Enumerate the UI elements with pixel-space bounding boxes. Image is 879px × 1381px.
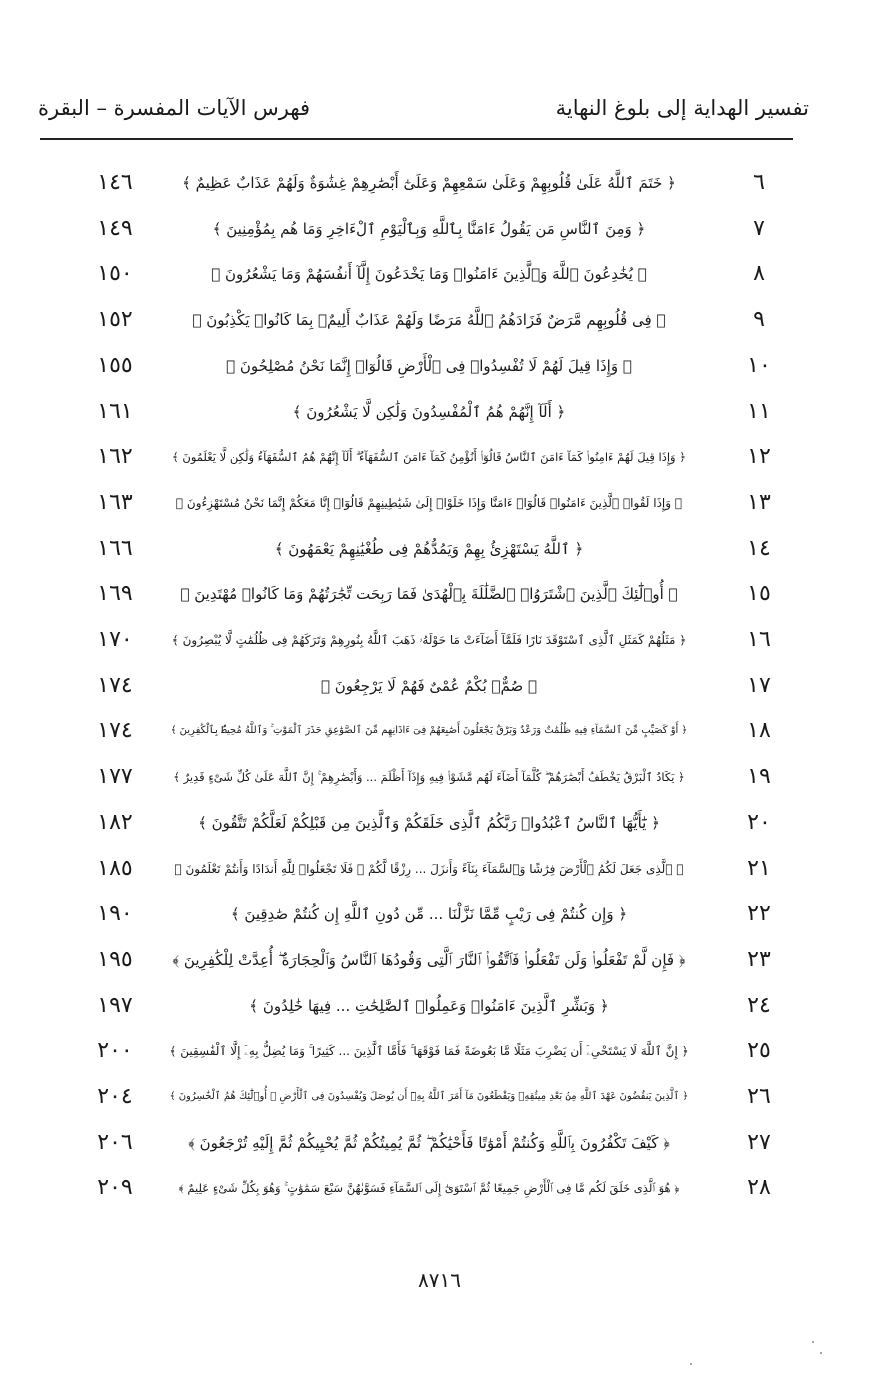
- speck: [820, 1352, 822, 1354]
- verse-text: ﴿ يَكَادُ ٱلْبَرْقُ يَخْطَفُ أَبْصَٰرَهُمْ ۖ كُلَّمَآ أَضَآءَ لَهُم مَّشَوْا۟ فِيهِ وَإِذَآ أَظْلَمَ ... وَأَبْصَٰرِهِمْ ۚ إِنَّ ٱللَّهَ عَلَىٰ كُلِّ شَىْءٍ قَدِيرٌ ﴾: [173, 770, 685, 784]
- page-reference: ١٨٢: [97, 810, 133, 835]
- verse-number: ١٥: [747, 581, 771, 606]
- book-title: تفسير الهداية إلى بلوغ النهاية: [555, 96, 809, 120]
- table-row: [0, 1120, 879, 1166]
- table-row: [0, 983, 879, 1029]
- page-reference: ١٧٠: [97, 627, 133, 652]
- verse-text: ﴿ هُوَ ٱلَّذِى خَلَقَ لَكُم مَّا فِى ٱلْأَرْضِ جَمِيعًا ثُمَّ ٱسْتَوَىٰٓ إِلَى ٱلسَّمَآءِ فَسَوَّىٰهُنَّ سَبْعَ سَمَٰوَٰتٍ ۚ وَهُوَ بِكُلِّ شَىْءٍ عَلِيمٌ ﴾: [178, 1181, 680, 1195]
- verse-number: ٢٨: [747, 1175, 771, 1200]
- page-reference: ١٦١: [97, 399, 133, 424]
- verse-number: ٢٠: [747, 810, 771, 835]
- page-reference: ١٩٠: [97, 901, 133, 926]
- verse-number: ٢٦: [747, 1084, 771, 1109]
- page-reference: ٢٠٩: [97, 1175, 133, 1200]
- page-reference: ١٩٥: [97, 947, 133, 972]
- page-number: ٨٧١٦: [418, 1268, 461, 1292]
- page-reference: ٢٠٦: [97, 1130, 133, 1155]
- verse-text: ﴿ فَإِن لَّمْ تَفْعَلُوا۟ وَلَن تَفْعَلُوا۟ فَٱتَّقُوا۟ ٱلنَّارَ ٱلَّتِى وَقُودُهَا ٱلنَّاسُ وَٱلْحِجَارَةُ ۖ أُعِدَّتْ لِلْكَٰفِرِينَ ﴾: [172, 951, 686, 969]
- table-row: [0, 206, 879, 252]
- verse-number: ٢٣: [747, 947, 771, 972]
- verse-text: ﴿ صُمٌّۢ بُكْمٌ عُمْىٌ فَهُمْ لَا يَرْجِعُونَ ﴾: [320, 677, 537, 695]
- verse-number: ٦: [753, 170, 765, 195]
- table-row: [0, 891, 879, 937]
- verse-number: ١٣: [747, 490, 771, 515]
- page-reference: ١٧٧: [97, 764, 133, 789]
- verse-text: ﴿ أُو۟لَٰٓئِكَ ٱلَّذِينَ ٱشْتَرَوُا۟ ٱلضَّلَٰلَةَ بِٱلْهُدَىٰ فَمَا رَبِحَت تِّجَٰرَتُهُمْ وَمَا كَانُوا۟ مُهْتَدِينَ ﴾: [180, 585, 678, 603]
- table-row: [0, 708, 879, 754]
- verse-text: ﴿ ٱللَّهُ يَسْتَهْزِئُ بِهِمْ وَيَمُدُّهُمْ فِى طُغْيَٰنِهِمْ يَعْمَهُونَ ﴾: [274, 540, 584, 558]
- verse-number: ١٢: [747, 444, 771, 469]
- verse-text: ﴿ ٱلَّذِينَ يَنقُضُونَ عَهْدَ ٱللَّهِ مِنۢ بَعْدِ مِيثَٰقِهِۦ وَيَقْطَعُونَ مَآ أَمَرَ ٱللَّهُ بِهِۦٓ أَن يُوصَلَ وَيُفْسِدُونَ فِى ٱلْأَرْضِ ۚ أُو۟لَٰٓئِكَ هُمُ ٱلْخَٰسِرُونَ ﴾: [169, 1091, 689, 1102]
- page-reference: ١٩٧: [97, 993, 133, 1018]
- verse-text: ﴿ كَيْفَ تَكْفُرُونَ بِٱللَّهِ وَكُنتُمْ أَمْوَٰتًا فَأَحْيَٰكُمْ ۖ ثُمَّ يُمِيتُكُمْ ثُمَّ يُحْيِيكُمْ ثُمَّ إِلَيْهِ تُرْجَعُونَ ﴾: [188, 1134, 670, 1152]
- verse-number: ٢٧: [747, 1130, 771, 1155]
- verse-number: ١١: [747, 399, 771, 424]
- table-row: [0, 571, 879, 617]
- table-row: [0, 617, 879, 663]
- verse-text: ﴿ وَمِنَ ٱلنَّاسِ مَن يَقُولُ ءَامَنَّا بِٱللَّهِ وَبِٱلْيَوْمِ ٱلْءَاخِرِ وَمَا هُم بِمُؤْمِنِينَ ﴾: [212, 220, 646, 238]
- section-title: فهرس الآيات المفسرة – البقرة: [38, 96, 311, 120]
- table-row: [0, 1028, 879, 1074]
- page-reference: ١٦٦: [97, 536, 133, 561]
- verse-text: ﴿ ٱلَّذِى جَعَلَ لَكُمُ ٱلْأَرْضَ فِرَٰشًا وَٱلسَّمَآءَ بِنَآءً وَأَنزَلَ ... رِزْقًا لَّكُمْ ۖ فَلَا تَجْعَلُوا۟ لِلَّهِ أَندَادًا وَأَنتُمْ تَعْلَمُونَ ﴾: [174, 862, 684, 876]
- table-row: [0, 800, 879, 846]
- verse-number: ١٩: [747, 764, 771, 789]
- verse-text: ﴿ يُخَٰدِعُونَ ٱللَّهَ وَٱلَّذِينَ ءَامَنُوا۟ وَمَا يَخْدَعُونَ إِلَّآ أَنفُسَهُمْ وَمَا يَشْعُرُونَ ﴾: [211, 265, 647, 283]
- table-row: [0, 297, 879, 343]
- verse-text: ﴿ وَإِذَا قِيلَ لَهُمْ ءَامِنُوا۟ كَمَآ ءَامَنَ ٱلنَّاسُ قَالُوٓا۟ أَنُؤْمِنُ كَمَآ ءَامَنَ ٱلسُّفَهَآءُ ۗ أَلَآ إِنَّهُمْ هُمُ ٱلسُّفَهَآءُ وَلَٰكِن لَّا يَعْلَمُونَ ﴾: [172, 450, 686, 464]
- verse-number: ٨: [753, 261, 765, 286]
- verse-text: ﴿ خَتَمَ ٱللَّهُ عَلَىٰ قُلُوبِهِمْ وَعَلَىٰ سَمْعِهِمْ وَعَلَىٰٓ أَبْصَٰرِهِمْ غِشَٰوَةٌ وَلَهُمْ عَذَابٌ عَظِيمٌ ﴾: [182, 174, 676, 192]
- verse-text: ﴿ أَلَآ إِنَّهُمْ هُمُ ٱلْمُفْسِدُونَ وَلَٰكِن لَّا يَشْعُرُونَ ﴾: [292, 403, 566, 421]
- verse-text: ﴿ مَثَلُهُمْ كَمَثَلِ ٱلَّذِى ٱسْتَوْقَدَ نَارًا فَلَمَّآ أَضَآءَتْ مَا حَوْلَهُۥ ذَهَبَ ٱللَّهُ بِنُورِهِمْ وَتَرَكَهُمْ فِى ظُلُمَٰتٍ لَّا يُبْصِرُونَ ﴾: [171, 633, 687, 647]
- verse-text: ﴿ إِنَّ ٱللَّهَ لَا يَسْتَحْىِۦٓ أَن يَضْرِبَ مَثَلًا مَّا بَعُوضَةً فَمَا فَوْقَهَا ۚ فَأَمَّا ٱلَّذِينَ ... كَثِيرًا ۚ وَمَا يُضِلُّ بِهِۦٓ إِلَّا ٱلْفَٰسِقِينَ ﴾: [169, 1044, 689, 1058]
- verse-number: ١٦: [747, 627, 771, 652]
- table-row: [0, 480, 879, 526]
- table-row: [0, 937, 879, 983]
- table-row: [0, 389, 879, 435]
- verse-number: ٢٥: [747, 1038, 771, 1063]
- page-reference: ١٦٢: [97, 444, 133, 469]
- verse-text: ﴿ وَإِذَا قِيلَ لَهُمْ لَا تُفْسِدُوا۟ فِى ٱلْأَرْضِ قَالُوٓا۟ إِنَّمَا نَحْنُ مُصْلِحُونَ ﴾: [226, 357, 632, 375]
- page-reference: ١٦٣: [97, 490, 133, 515]
- verse-text: ﴿ يَٰٓأَيُّهَا ٱلنَّاسُ ٱعْبُدُوا۟ رَبَّكُمُ ٱلَّذِى خَلَقَكُمْ وَٱلَّذِينَ مِن قَبْلِكُمْ لَعَلَّكُمْ تَتَّقُونَ ﴾: [198, 814, 660, 832]
- verse-number: ٢٢: [747, 901, 771, 926]
- table-row: [0, 526, 879, 572]
- table-row: [0, 434, 879, 480]
- table-row: [0, 663, 879, 709]
- table-row: [0, 846, 879, 892]
- verse-number: ٩: [753, 307, 765, 332]
- page-reference: ١٥٠: [97, 261, 133, 286]
- page-reference: ١٧٤: [97, 718, 133, 743]
- table-row: [0, 1074, 879, 1120]
- table-row: [0, 1165, 879, 1211]
- page-reference: ٢٠٤: [97, 1084, 133, 1109]
- verse-text: ﴿ وَإِذَا لَقُوا۟ ٱلَّذِينَ ءَامَنُوا۟ قَالُوٓا۟ ءَامَنَّا وَإِذَا خَلَوْا۟ إِلَىٰ شَيَٰطِينِهِمْ قَالُوٓا۟ إِنَّا مَعَكُمْ إِنَّمَا نَحْنُ مُسْتَهْزِءُونَ ﴾: [175, 496, 683, 510]
- table-row: [0, 251, 879, 297]
- table-row: [0, 343, 879, 389]
- verse-text: ﴿ وَبَشِّرِ ٱلَّذِينَ ءَامَنُوا۟ وَعَمِلُوا۟ ٱلصَّٰلِحَٰتِ ... فِيهَا خَٰلِدُونَ ﴾: [249, 997, 609, 1015]
- verse-number: ١٤: [747, 536, 771, 561]
- verse-number: ١٨: [747, 718, 771, 743]
- page-reference: ١٦٩: [97, 581, 133, 606]
- table-row: [0, 160, 879, 206]
- speck: [690, 1363, 692, 1365]
- page-reference: ١٤٩: [97, 216, 133, 241]
- header-rule: [40, 138, 793, 140]
- page-reference: ٢٠٠: [97, 1038, 133, 1063]
- table-row: [0, 754, 879, 800]
- page-reference: ١٥٥: [97, 353, 133, 378]
- verse-text: ﴿ وَإِن كُنتُمْ فِى رَيْبٍ مِّمَّا نَزَّلْنَا ... مِّن دُونِ ٱللَّهِ إِن كُنتُمْ صَٰدِقِينَ ﴾: [230, 905, 628, 923]
- page-reference: ١٧٤: [97, 673, 133, 698]
- page-reference: ١٤٦: [97, 170, 133, 195]
- verse-number: ٧: [753, 216, 765, 241]
- verse-text: ﴿ فِى قُلُوبِهِم مَّرَضٌ فَزَادَهُمُ ٱللَّهُ مَرَضًا وَلَهُمْ عَذَابٌ أَلِيمٌۢ بِمَا كَانُوا۟ يَكْذِبُونَ ﴾: [192, 311, 666, 329]
- verse-number: ٢١: [747, 856, 771, 881]
- verse-number: ١٠: [747, 353, 771, 378]
- speck: [812, 1341, 814, 1343]
- page-reference: ١٥٢: [97, 307, 133, 332]
- verse-number: ٢٤: [747, 993, 771, 1018]
- verse-number: ١٧: [747, 673, 771, 698]
- page-reference: ١٨٥: [97, 856, 133, 881]
- verse-text: ﴿ أَوْ كَصَيِّبٍ مِّنَ ٱلسَّمَآءِ فِيهِ ظُلُمَٰتٌ وَرَعْدٌ وَبَرْقٌ يَجْعَلُونَ أَصَٰبِعَهُمْ فِىٓ ءَاذَانِهِم مِّنَ ٱلصَّوَٰعِقِ حَذَرَ ٱلْمَوْتِ ۚ وَٱللَّهُ مُحِيطٌۢ بِٱلْكَٰفِرِينَ ﴾: [170, 725, 688, 736]
